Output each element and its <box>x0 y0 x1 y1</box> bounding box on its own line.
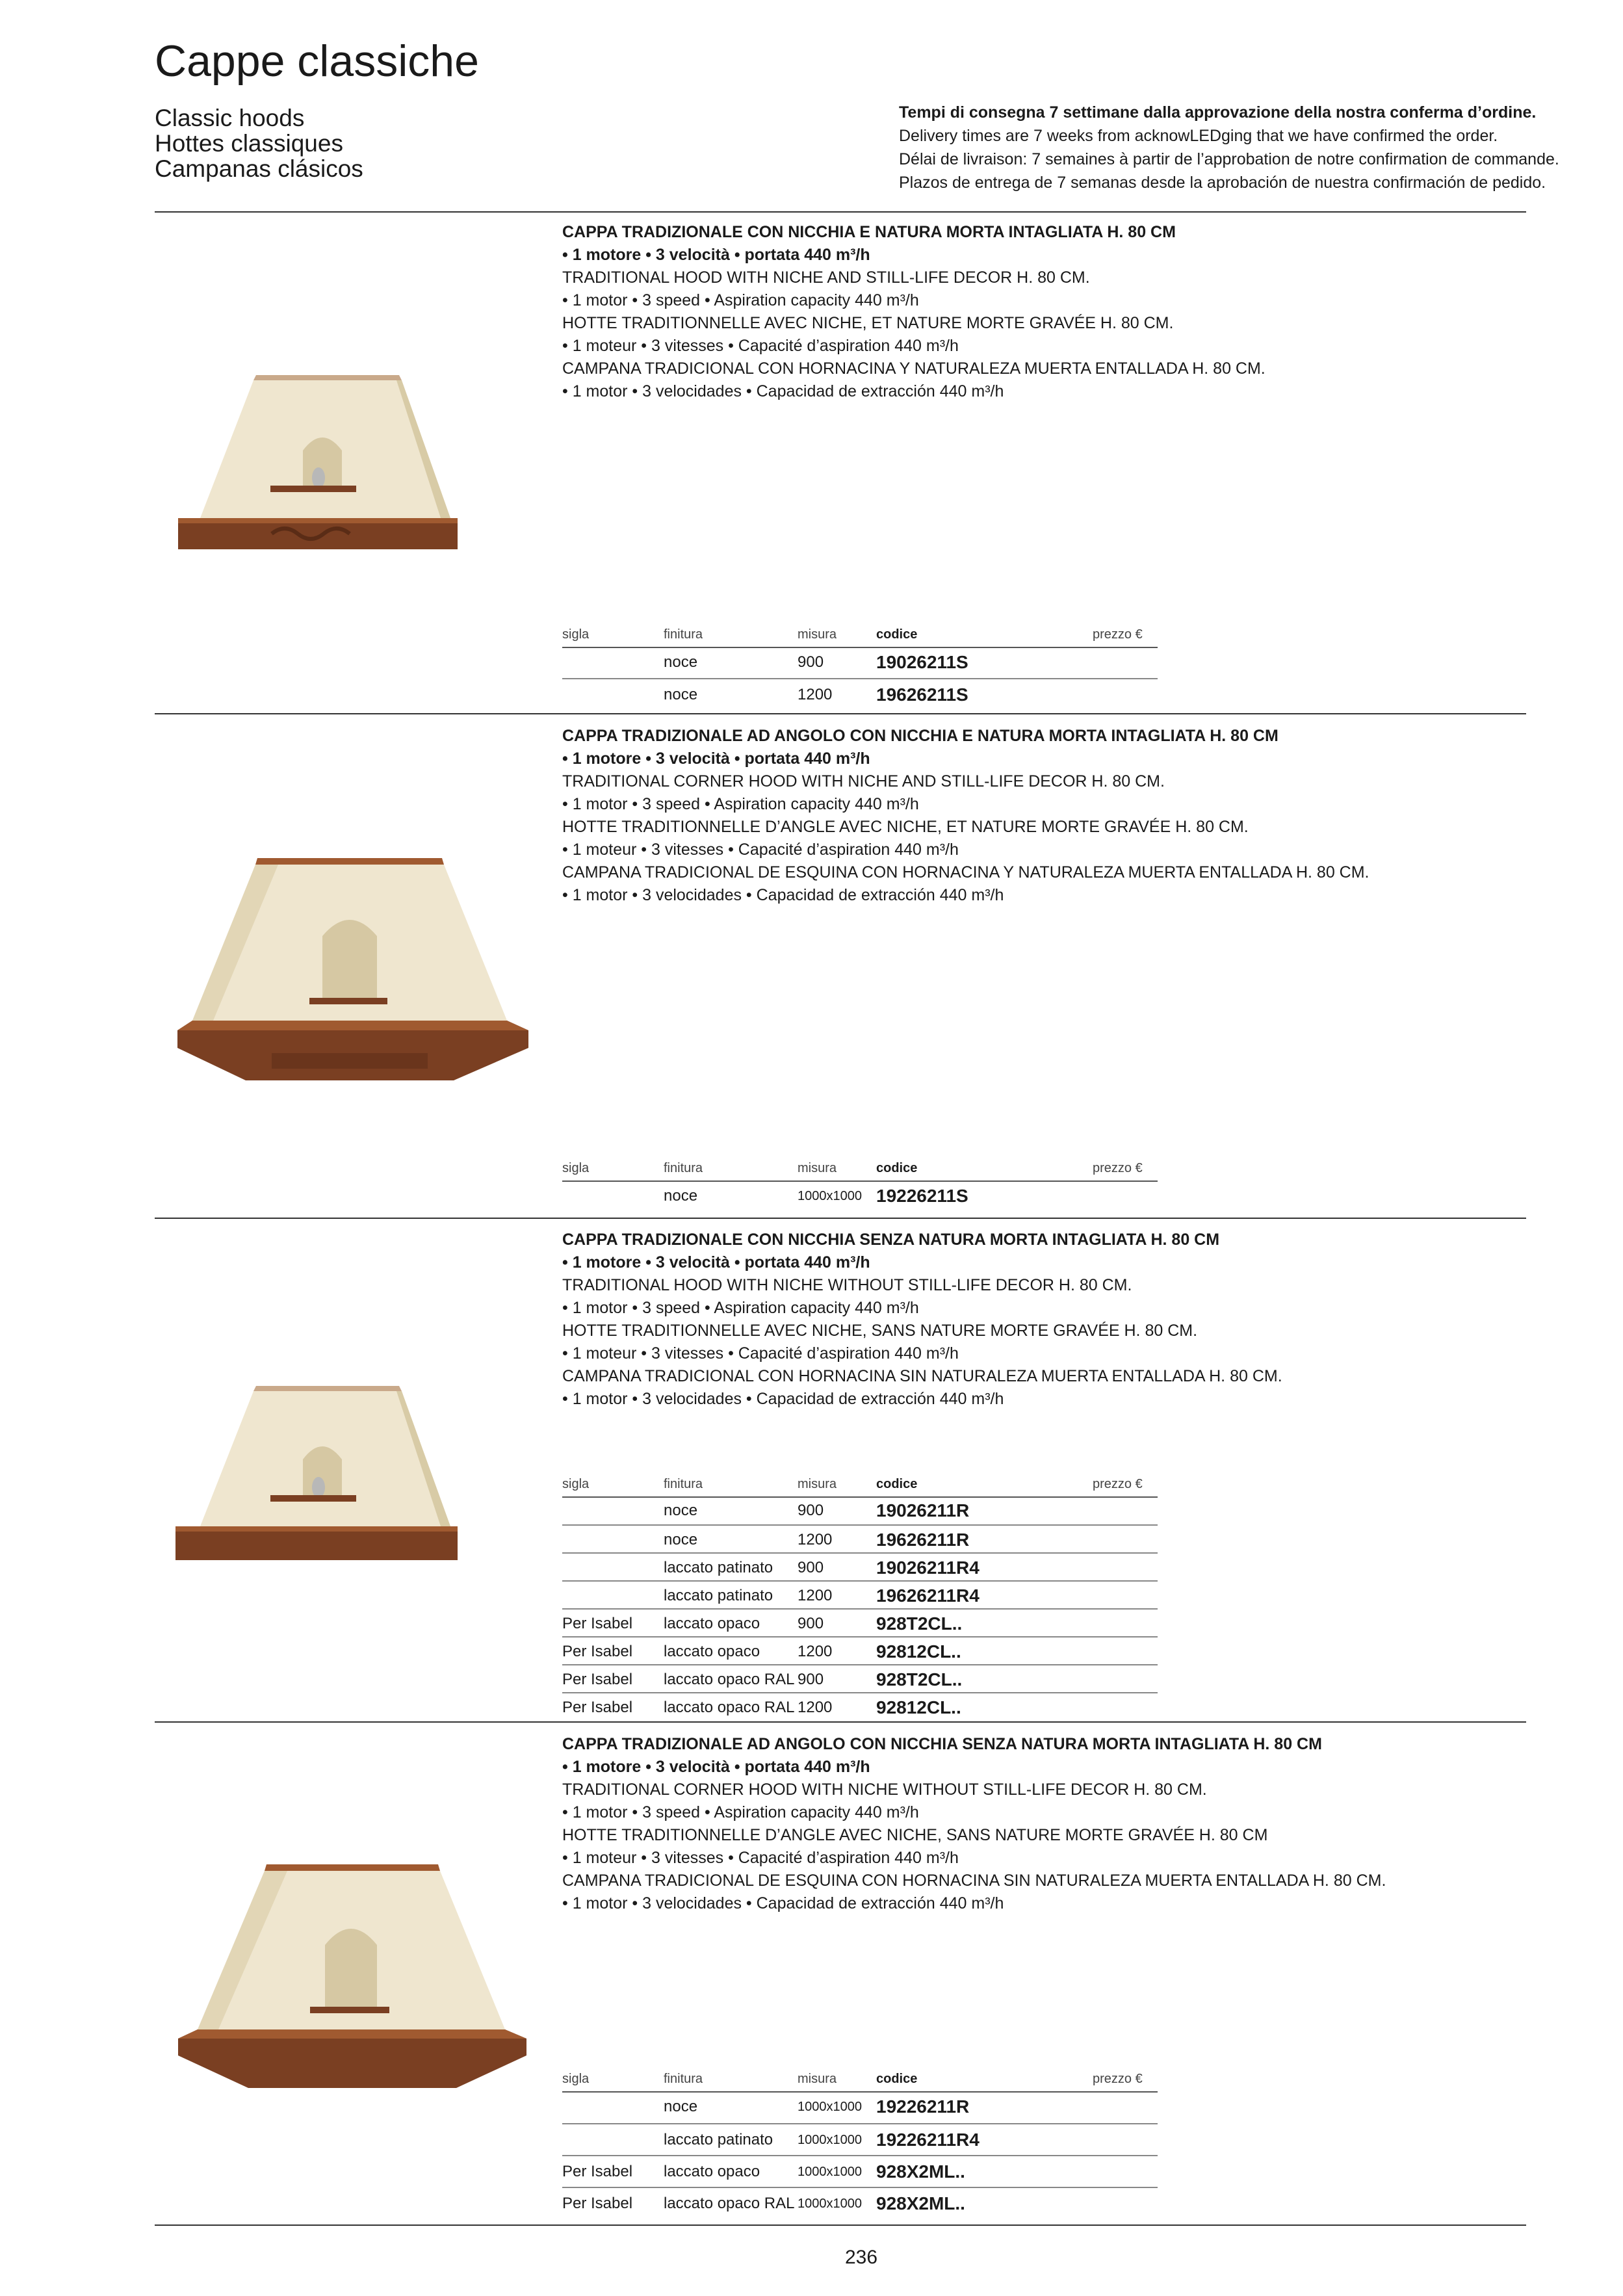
col-codice: codice <box>876 1477 918 1491</box>
col-finitura: finitura <box>664 1477 703 1491</box>
cell-misura: 900 <box>798 1671 824 1688</box>
table-row <box>562 1665 1158 1693</box>
carved-decor <box>272 1053 428 1069</box>
section-divider <box>155 1721 1526 1723</box>
desc-line: • 1 motor • 3 speed • Aspiration capacity 440 m³/h <box>562 291 919 309</box>
cell-finitura: noce <box>664 2098 698 2115</box>
cell-finitura: laccato patinato <box>664 2131 773 2148</box>
desc-line: • 1 moteur • 3 vitesses • Capacité d’aspiration 440 m³/h <box>562 1344 959 1363</box>
cell-misura: 900 <box>798 1502 824 1519</box>
desc-line: • 1 motor • 3 speed • Aspiration capacity 440 m³/h <box>562 1299 919 1317</box>
still-life-vase <box>312 467 325 488</box>
page-number: 236 <box>844 2247 878 2268</box>
product-image-corner-hood-niche <box>177 1859 528 2093</box>
price-table-3 <box>562 1477 1158 1720</box>
desc-line: • 1 motore • 3 velocità • portata 440 m³/h <box>562 750 870 768</box>
price-table-2 <box>562 1161 1158 1210</box>
cell-misura: 1000x1000 <box>798 1189 862 1203</box>
cell-codice: 19226211R <box>876 2096 970 2117</box>
table-row <box>562 648 1158 679</box>
cell-misura: 900 <box>798 1615 824 1632</box>
table-header <box>562 1161 1158 1182</box>
cell-misura: 1000x1000 <box>798 2133 862 2147</box>
desc-line: CAMPANA TRADICIONAL CON HORNACINA Y NATURALEZA MUERTA ENTALLADA H. 80 CM. <box>562 359 1266 378</box>
cell-codice: 928T2CL.. <box>876 1669 963 1689</box>
hood-niche <box>322 920 377 1002</box>
cell-sigla: Per Isabel <box>562 2195 633 2212</box>
table-row <box>562 1554 1158 1582</box>
table-row <box>562 1637 1158 1665</box>
table-row <box>562 1582 1158 1610</box>
table-row <box>562 2124 1158 2156</box>
table-row <box>562 1610 1158 1637</box>
cell-sigla: Per Isabel <box>562 2163 633 2180</box>
hood-top-trim <box>265 1864 440 1871</box>
niche-shelf <box>310 2007 389 2013</box>
product-image-corner-hood-still-life <box>174 852 528 1086</box>
desc-line: CAPPA TRADIZIONALE CON NICCHIA E NATURA MORTA INTAGLIATA H. 80 CM <box>562 223 1176 241</box>
niche-shelf <box>270 1495 356 1502</box>
table-row <box>562 679 1158 709</box>
col-prezzo: prezzo € <box>1093 627 1143 642</box>
cell-finitura: laccato patinato <box>664 1587 773 1604</box>
desc-line: CAMPANA TRADICIONAL DE ESQUINA CON HORNACINA SIN NATURALEZA MUERTA ENTALLADA H. 80 CM. <box>562 1872 1386 1890</box>
col-codice: codice <box>876 2072 918 2086</box>
product-image-hood-still-life <box>174 374 460 553</box>
col-prezzo: prezzo € <box>1093 2072 1143 2086</box>
header-divider <box>155 211 1526 213</box>
table-row <box>562 1526 1158 1554</box>
col-codice: codice <box>876 1161 918 1175</box>
col-sigla: sigla <box>562 627 590 642</box>
footer-divider <box>155 2224 1526 2226</box>
delivery-fr: Délai de livraison: 7 semaines à partir de l’approbation de notre confirmation de commande. <box>899 150 1559 168</box>
product-description-3 <box>562 1229 1524 1411</box>
cell-codice: 92812CL.. <box>876 1697 961 1717</box>
col-prezzo: prezzo € <box>1093 1477 1143 1491</box>
table-header <box>562 1477 1158 1498</box>
delivery-it: Tempi di consegna 7 settimane dalla approvazione della nostra conferma d’ordine. <box>899 103 1537 122</box>
desc-line: CAPPA TRADIZIONALE AD ANGOLO CON NICCHIA E NATURA MORTA INTAGLIATA H. 80 CM <box>562 727 1279 745</box>
cell-codice: 92812CL.. <box>876 1641 961 1662</box>
cell-finitura: noce <box>664 1502 698 1519</box>
table-header <box>562 627 1158 648</box>
hood-top-trim <box>253 1386 402 1391</box>
desc-line: TRADITIONAL CORNER HOOD WITH NICHE AND STILL-LIFE DECOR H. 80 CM. <box>562 772 1165 790</box>
cell-finitura: laccato opaco RAL <box>664 1671 795 1688</box>
cell-codice: 19026211R4 <box>876 1558 980 1578</box>
table-row <box>562 1693 1158 1720</box>
table-row <box>562 1498 1158 1526</box>
cell-misura: 1200 <box>798 1643 833 1660</box>
cell-codice: 19626211R <box>876 1530 970 1550</box>
cell-codice: 19026211R <box>876 1500 970 1520</box>
desc-line: • 1 moteur • 3 vitesses • Capacité d’aspiration 440 m³/h <box>562 1849 959 1867</box>
niche-shelf <box>270 486 356 492</box>
subtitle-es: Campanas clásicos <box>155 155 363 182</box>
cell-finitura: noce <box>664 653 698 671</box>
product-description-2 <box>562 725 1524 907</box>
delivery-note <box>899 101 1559 194</box>
delivery-es: Plazos de entrega de 7 semanas desde la aprobación de nuestra confirmación de pedido. <box>899 174 1546 192</box>
col-sigla: sigla <box>562 1161 590 1175</box>
cell-finitura: noce <box>664 686 698 703</box>
cell-codice: 19226211R4 <box>876 2130 980 2150</box>
cell-finitura: laccato opaco <box>664 1615 760 1632</box>
desc-line: • 1 motore • 3 velocità • portata 440 m³/h <box>562 1253 870 1272</box>
desc-line: • 1 motor • 3 velocidades • Capacidad de extracción 440 m³/h <box>562 1894 1004 1912</box>
hood-top-trim <box>255 858 444 865</box>
desc-line: CAMPANA TRADICIONAL CON HORNACINA SIN NATURALEZA MUERTA ENTALLADA H. 80 CM. <box>562 1367 1282 1385</box>
desc-line: • 1 motor • 3 velocidades • Capacidad de extracción 440 m³/h <box>562 886 1004 904</box>
section-divider <box>155 713 1526 714</box>
hood-top-trim <box>253 375 402 380</box>
cell-finitura: laccato opaco <box>664 2163 760 2180</box>
desc-line: CAPPA TRADIZIONALE AD ANGOLO CON NICCHIA SENZA NATURA MORTA INTAGLIATA H. 80 CM <box>562 1735 1322 1753</box>
hood-niche <box>325 1929 377 2011</box>
desc-line: • 1 motore • 3 velocità • portata 440 m³/h <box>562 1758 870 1776</box>
desc-line: CAPPA TRADIZIONALE CON NICCHIA SENZA NATURA MORTA INTAGLIATA H. 80 CM <box>562 1231 1220 1249</box>
col-prezzo: prezzo € <box>1093 1161 1143 1175</box>
cell-codice: 928X2ML.. <box>876 2161 965 2182</box>
cell-codice: 19626211R4 <box>876 1585 980 1606</box>
cell-finitura: laccato patinato <box>664 1559 773 1576</box>
col-sigla: sigla <box>562 1477 590 1491</box>
col-misura: misura <box>798 627 837 642</box>
cell-misura: 1200 <box>798 1531 833 1548</box>
still-life-vase <box>312 1477 325 1498</box>
cell-sigla: Per Isabel <box>562 1699 633 1716</box>
col-misura: misura <box>798 1477 837 1491</box>
desc-line: TRADITIONAL HOOD WITH NICHE WITHOUT STILL-LIFE DECOR H. 80 CM. <box>562 1276 1132 1294</box>
price-table-4 <box>562 2072 1158 2219</box>
col-misura: misura <box>798 1161 837 1175</box>
desc-line: • 1 moteur • 3 vitesses • Capacité d’aspiration 440 m³/h <box>562 841 959 859</box>
cell-finitura: laccato opaco RAL <box>664 1699 795 1716</box>
product-description-1 <box>562 221 1524 403</box>
cell-finitura: laccato opaco <box>664 1643 760 1660</box>
cell-finitura: laccato opaco RAL <box>664 2195 795 2212</box>
cell-sigla: Per Isabel <box>562 1615 633 1632</box>
cell-codice: 928X2ML.. <box>876 2193 965 2213</box>
delivery-en: Delivery times are 7 weeks from acknowLEDging that we have confirmed the order. <box>899 127 1498 145</box>
cell-codice: 19226211S <box>876 1186 968 1206</box>
desc-line: TRADITIONAL CORNER HOOD WITH NICHE WITHOUT STILL-LIFE DECOR H. 80 CM. <box>562 1781 1207 1799</box>
cell-misura: 1200 <box>798 686 833 703</box>
table-row <box>562 2156 1158 2188</box>
section-divider <box>155 1218 1526 1219</box>
table-row <box>562 2188 1158 2219</box>
cell-misura: 1200 <box>798 1587 833 1604</box>
col-sigla: sigla <box>562 2072 590 2086</box>
cell-misura: 900 <box>798 1559 824 1576</box>
desc-line: HOTTE TRADITIONNELLE AVEC NICHE, ET NATURE MORTE GRAVÉE H. 80 CM. <box>562 314 1174 332</box>
desc-line: • 1 motor • 3 velocidades • Capacidad de extracción 440 m³/h <box>562 382 1004 400</box>
cell-codice: 928T2CL.. <box>876 1613 963 1634</box>
table-row <box>562 1182 1158 1210</box>
col-finitura: finitura <box>664 1161 703 1175</box>
col-codice: codice <box>876 627 918 642</box>
subtitle-fr: Hottes classiques <box>155 130 343 157</box>
desc-line: • 1 motore • 3 velocità • portata 440 m³/h <box>562 246 870 264</box>
table-row <box>562 2093 1158 2124</box>
desc-line: • 1 moteur • 3 vitesses • Capacité d’aspiration 440 m³/h <box>562 337 959 355</box>
cell-codice: 19026211S <box>876 652 968 672</box>
desc-line: CAMPANA TRADICIONAL DE ESQUINA CON HORNACINA Y NATURALEZA MUERTA ENTALLADA H. 80 CM. <box>562 863 1370 881</box>
cell-codice: 19626211S <box>876 685 968 705</box>
cell-misura: 1200 <box>798 1699 833 1716</box>
price-table-1 <box>562 627 1158 709</box>
desc-line: HOTTE TRADITIONNELLE AVEC NICHE, SANS NATURE MORTE GRAVÉE H. 80 CM. <box>562 1322 1198 1340</box>
col-finitura: finitura <box>664 627 703 642</box>
desc-line: HOTTE TRADITIONNELLE D’ANGLE AVEC NICHE, SANS NATURE MORTE GRAVÉE H. 80 CM <box>562 1826 1268 1844</box>
desc-line: • 1 motor • 3 velocidades • Capacidad de extracción 440 m³/h <box>562 1390 1004 1408</box>
cell-misura: 1000x1000 <box>798 2165 862 2179</box>
cell-finitura: noce <box>664 1187 698 1205</box>
cell-sigla: Per Isabel <box>562 1643 633 1660</box>
cell-finitura: noce <box>664 1531 698 1548</box>
cell-misura: 1000x1000 <box>798 2100 862 2114</box>
cell-misura: 1000x1000 <box>798 2197 862 2211</box>
desc-line: HOTTE TRADITIONNELLE D’ANGLE AVEC NICHE, ET NATURE MORTE GRAVÉE H. 80 CM. <box>562 818 1249 836</box>
product-description-4 <box>562 1733 1524 1915</box>
cell-sigla: Per Isabel <box>562 1671 633 1688</box>
desc-line: • 1 motor • 3 speed • Aspiration capacity 440 m³/h <box>562 795 919 813</box>
col-finitura: finitura <box>664 2072 703 2086</box>
desc-line: • 1 motor • 3 speed • Aspiration capacity 440 m³/h <box>562 1803 919 1821</box>
niche-shelf <box>309 998 387 1004</box>
table-header <box>562 2072 1158 2093</box>
page-title: Cappe classiche <box>155 36 479 86</box>
cell-misura: 900 <box>798 653 824 671</box>
desc-line: TRADITIONAL HOOD WITH NICHE AND STILL-LIFE DECOR H. 80 CM. <box>562 268 1090 287</box>
product-image-hood-niche <box>174 1385 460 1563</box>
subtitle-en: Classic hoods <box>155 105 305 131</box>
subtitles <box>155 105 363 181</box>
col-misura: misura <box>798 2072 837 2086</box>
